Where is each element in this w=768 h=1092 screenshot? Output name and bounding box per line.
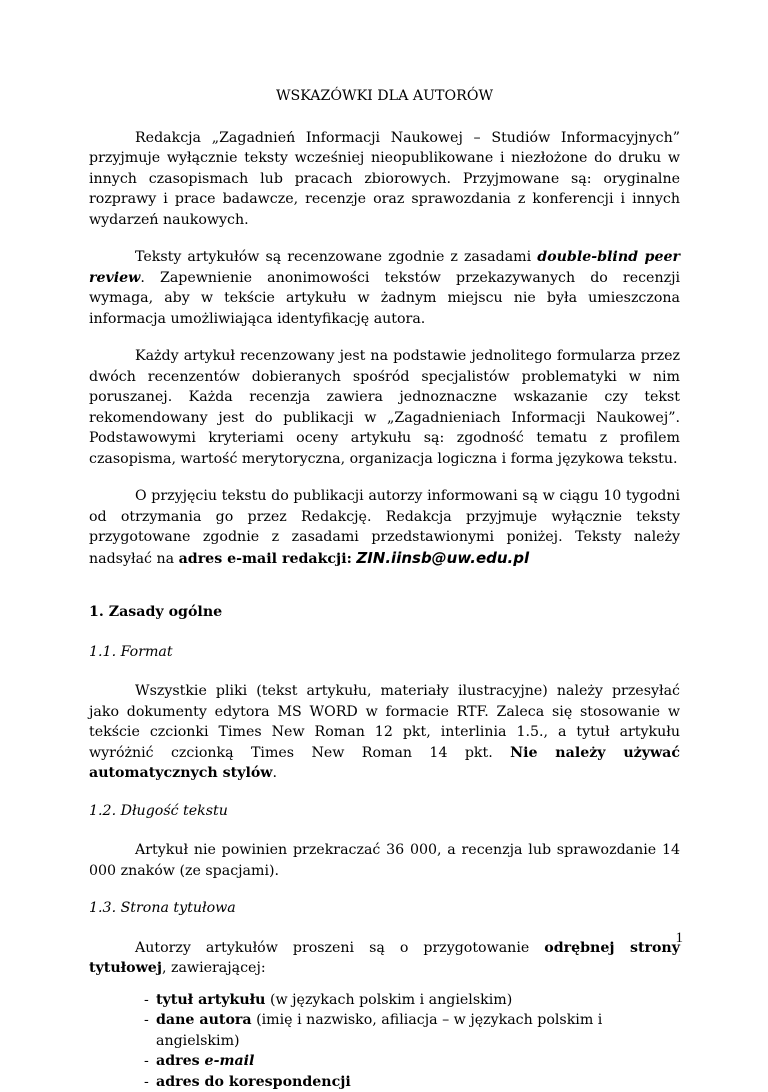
page-title: WSKAZÓWKI DLA AUTORÓW [89, 86, 680, 107]
page-number: 1 [676, 928, 684, 949]
review-text-c: . Zapewnienie anonimowości tekstów przekazywanych do recenzji wymaga, aby w tekście artykułu w żadnym miejscu nie była umieszczona informacja umożliwiająca identyfikację autora. [89, 270, 680, 327]
list-item-bold: adres [156, 1053, 205, 1069]
paragraph-format [89, 681, 680, 784]
review-method: double-blind peer review [89, 249, 680, 286]
list-item-rest: (imię i nazwisko, afiliacja – w językach polskim i angielskim) [156, 1012, 602, 1049]
submission-text: O przyjęciu tekstu do publikacji autorzy informowani są w ciągu 10 tygodni od otrzymania go przez Redakcję. Redakcja przyjmuje wyłącznie teksty przygotowane zgodnie z zasadami przedstawionymi poniżej. Teksty należy nadsyłać na [89, 488, 680, 567]
list-item-bold: dane autora [156, 1012, 252, 1028]
list-item [144, 1072, 680, 1092]
format-text-end: . [273, 765, 278, 781]
list-item-rest: (w językach polskim i angielskim) [265, 992, 512, 1008]
section-heading-general: 1. Zasady ogólne [89, 602, 680, 623]
review-text-a: Teksty artykułów są recenzowane zgodnie z zasadami [135, 249, 537, 265]
list-item [144, 1051, 680, 1072]
list-item-bold: adres do korespondencji [156, 1074, 351, 1090]
paragraph-submission [89, 486, 680, 569]
title-page-list [89, 990, 680, 1092]
list-item-bold-italic: e-mail [205, 1053, 255, 1069]
paragraph-title-page [89, 938, 680, 979]
format-warning: Nie należy używać automatycznych stylów [89, 745, 680, 782]
subsection-heading-title-page: 1.3. Strona tytułowa [89, 898, 680, 919]
list-item [144, 1010, 680, 1051]
editorial-email-link[interactable]: ZIN.iinsb@uw.edu.pl [356, 549, 529, 567]
subsection-heading-length: 1.2. Długość tekstu [89, 801, 680, 822]
title-page-text: Autorzy artykułów proszeni są o przygotowanie [135, 940, 544, 956]
title-page-emphasis: odrębnej strony tytułowej [89, 940, 680, 977]
paragraph-review [89, 247, 680, 329]
list-item [144, 990, 680, 1011]
paragraph-length: Artykuł nie powinien przekraczać 36 000, a recenzja lub sprawozdanie 14 000 znaków (ze spacjami). [89, 840, 680, 881]
email-label: adres e-mail redakcji: [179, 551, 352, 567]
list-item-bold: tytuł artykułu [156, 992, 265, 1008]
format-text: Wszystkie pliki (tekst artykułu, materiały ilustracyjne) należy przesyłać jako dokumenty edytora MS WORD w formacie RTF. Zaleca się stosowanie w tekście czcionki Times New Roman 12 pkt, interlinia 1.5., a tytuł artykułu wyróżnić czcionką Times New Roman 14 pkt. [89, 683, 680, 761]
paragraph-reviewers: Każdy artykuł recenzowany jest na podstawie jednolitego formularza przez dwóch recenzentów dobieranych spośród specjalistów problematyki w nim poruszanej. Każda recenzja zawiera jednoznaczne wskazanie czy tekst rekomendowany jest do publikacji w „Zagadnieniach Informacji Naukowej”. Podstawowymi kryteriami oceny artykułu są: zgodność tematu z profilem czasopisma, wartość merytoryczna, organizacja logiczna i forma językowa tekstu. [89, 346, 680, 469]
subsection-heading-format: 1.1. Format [89, 642, 680, 663]
title-page-text-end: , zawierającej: [162, 960, 266, 976]
paragraph-intro: Redakcja „Zagadnień Informacji Naukowej – Studiów Informacyjnych” przyjmuje wyłącznie teksty wcześniej nieopublikowane i niezłożone do druku w innych czasopismach lub pracach zbiorowych. Przyjmowane są: oryginalne rozprawy i prace badawcze, recenzje oraz sprawozdania z konferencji i innych wydarzeń naukowych. [89, 128, 680, 231]
